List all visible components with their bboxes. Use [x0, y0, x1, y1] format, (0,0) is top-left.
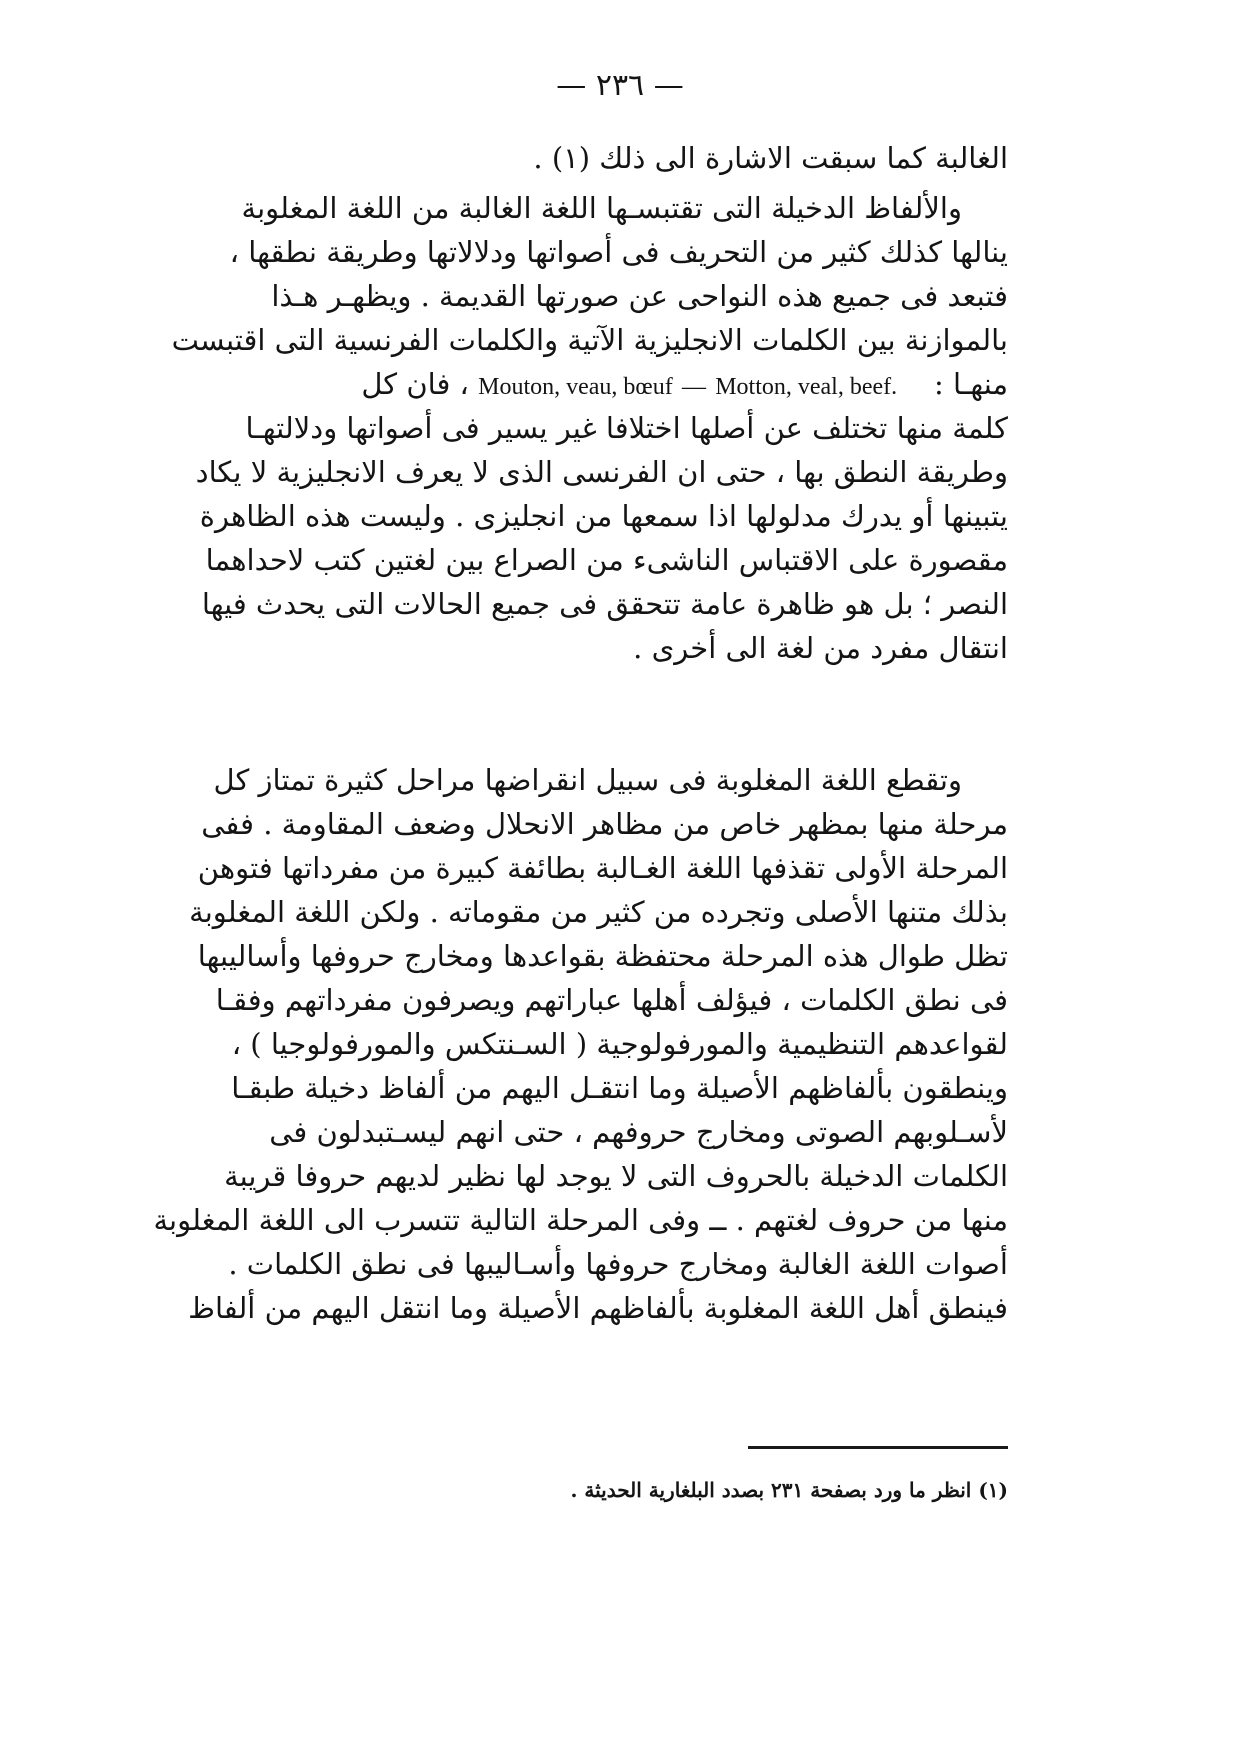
text-line: منها من حروف لغتهم . ــ وفى المرحلة التالية تتسرب الى اللغة المغلوبة	[153, 1203, 1008, 1237]
text-line: لقواعدهم التنظيمية والمورفولوجية ( السـنتكس والمورفولوجيا ) ،	[231, 1027, 1008, 1061]
text-line: وينطقون بألفاظهم الأصيلة وما انتقـل اليهم من ألفاظ دخيلة طبقـا	[231, 1071, 1008, 1105]
text-line: يتبينها أو يدرك مدلولها اذا سمعها من انجليزى . وليست هذه الظاهرة	[199, 499, 1008, 533]
text-line: بالموازنة بين الكلمات الانجليزية الآتية والكلمات الفرنسية التى اقتبست	[171, 323, 1008, 357]
example-suffix: ، فان كل	[361, 367, 469, 401]
page-number: — ٢٣٦ —	[556, 68, 684, 103]
text-line: والألفاظ الدخيلة التى تقتبسـها اللغة الغالبة من اللغة المغلوبة	[241, 191, 962, 225]
text-line: وتقطع اللغة المغلوبة فى سبيل انقراضها مراحل كثيرة تمتاز كل	[213, 763, 962, 797]
text-line: مرحلة منها بمظهر خاص من مظاهر الانحلال وضعف المقاومة . ففى	[201, 807, 1008, 841]
text-line: ينالها كذلك كثير من التحريف فى أصواتها ودلالاتها وطريقة نطقها ،	[229, 235, 1008, 269]
text-line: مقصورة على الاقتباس الناشىء من الصراع بين لغتين كتب لاحداهما	[205, 543, 1008, 577]
text-line: فينطق أهل اللغة المغلوبة بألفاظهم الأصيلة وما انتقل اليهم من ألفاظ	[188, 1291, 1008, 1325]
english-words: Motton, veal, beef.	[715, 374, 898, 400]
text-line: تظل طوال هذه المرحلة محتفظة بقواعدها ومخارج حروفها وأساليبها	[197, 939, 1008, 973]
paragraph-language-stages	[140, 758, 1008, 1330]
text-line: الكلمات الدخيلة بالحروف التى لا يوجد لها نظير لديهم حروفا قريبة	[224, 1159, 1008, 1193]
text-line: أصوات اللغة الغالبة ومخارج حروفها وأسـاليبها فى نطق الكلمات .	[228, 1247, 1008, 1281]
example-line	[140, 362, 1008, 406]
text-line: بذلك متنها الأصلى وتجرده من كثير من مقوماته . ولكن اللغة المغلوبة	[189, 895, 1008, 929]
text-line: فى نطق الكلمات ، فيؤلف أهلها عباراتهم ويصرفون مفرداتهم وفقـا	[215, 983, 1008, 1017]
text-line: وطريقة النطق بها ، حتى ان الفرنسى الذى لا يعرف الانجليزية لا يكاد	[195, 455, 1008, 489]
text-line: كلمة منها تختلف عن أصلها اختلافا غير يسير فى أصواتها ودلالتهـا	[245, 411, 1008, 445]
example-prefix: منهـا :	[934, 367, 1008, 401]
paragraph-borrowed-words	[140, 186, 1008, 670]
text-line: فتبعد فى جميع هذه النواحى عن صورتها القديمة . ويظهـر هـذا	[271, 279, 1008, 313]
text-line: لأسـلوبهم الصوتى ومخارج حروفهم ، حتى انهم ليسـتبدلون فى	[269, 1115, 1008, 1149]
text-line: الغالبة كما سبقت الاشارة الى ذلك (١) .	[533, 141, 1008, 175]
text-line: انتقال مفرد من لغة الى أخرى .	[633, 631, 1008, 665]
opening-line-block	[140, 136, 1008, 180]
text-line: المرحلة الأولى تقذفها اللغة الغـالبة بطائفة كبيرة من مفرداتها فتوهن	[197, 851, 1008, 885]
footnote-divider	[748, 1446, 1008, 1449]
french-words: Mouton, veau, bœuf	[478, 374, 673, 400]
example-dash: —	[681, 374, 706, 400]
text-line: النصر ؛ بل هو ظاهرة عامة تتحقق فى جميع الحالات التى يحدث فيها	[201, 587, 1008, 621]
footnote: (١) انظر ما ورد بصفحة ٢٣١ بصدد البلغارية الحديثة .	[570, 1478, 1008, 1502]
